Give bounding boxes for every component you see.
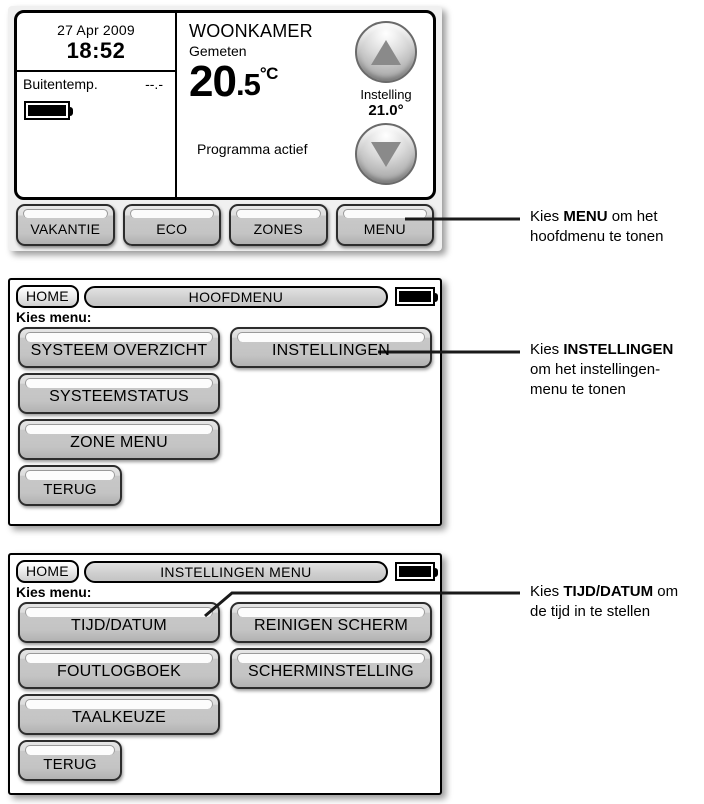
temp-unit: °C <box>259 64 278 83</box>
anno-pre: Kies <box>530 208 564 225</box>
anno-pre: Kies <box>530 341 564 358</box>
anno-bold: INSTELLINGEN <box>563 341 674 358</box>
settings-menu-title: INSTELLINGEN MENU <box>84 561 388 583</box>
anno-post: om <box>653 583 679 600</box>
menu-item-label: ZONE MENU <box>70 434 168 451</box>
anno-post: om het <box>607 208 658 225</box>
home-button-main[interactable]: HOME <box>16 285 79 308</box>
settings-menu-prompt: Kies menu: <box>16 584 92 600</box>
anno-bold: TIJD/DATUM <box>563 583 654 600</box>
annotation-instellingen-line2: om het instellingen- <box>530 361 661 378</box>
menu-item-label: INSTELLINGEN <box>272 342 390 359</box>
annotation-instellingen-line1 <box>530 340 704 360</box>
current-date: 27 Apr 2009 <box>57 22 135 38</box>
home-button-settings[interactable]: HOME <box>16 560 79 583</box>
main-menu-title: HOOFDMENU <box>84 286 388 308</box>
eco-key-label: ECO <box>156 221 188 237</box>
anno-bold: MENU <box>563 208 608 225</box>
main-menu-prompt: Kies menu: <box>16 309 92 325</box>
terug-button-label: TERUG <box>43 755 97 773</box>
annotation-menu-line2: hoofdmenu te tonen <box>530 228 664 245</box>
menu-item-label: TIJD/DATUM <box>71 617 167 634</box>
temp-integer: 20 <box>189 57 236 106</box>
menu-key-label: MENU <box>363 221 406 237</box>
annotation-tijd-datum <box>530 582 704 622</box>
terug-button-label: TERUG <box>43 480 97 498</box>
menu-item-label: TAALKEUZE <box>72 709 166 726</box>
annotation-menu <box>530 207 704 247</box>
menu-item-label: SCHERMINSTELLING <box>248 663 414 680</box>
setpoint-label: Instelling <box>360 87 412 102</box>
zone-name: WOONKAMER <box>189 21 313 41</box>
leader-line-tijd-datum <box>205 593 520 616</box>
menu-item-label: FOUTLOGBOEK <box>57 663 181 680</box>
program-status: Programma actief <box>197 141 308 157</box>
current-time: 18:52 <box>66 38 126 63</box>
annotation-tijd-datum-line1 <box>530 582 704 602</box>
menu-item-label: SYSTEEM OVERZICHT <box>30 342 208 359</box>
annotation-instellingen <box>530 340 704 400</box>
menu-item-label: SYSTEEMSTATUS <box>49 388 189 405</box>
measured-label: Gemeten <box>189 43 247 59</box>
vakantie-key-label: VAKANTIE <box>30 221 101 237</box>
setpoint-value: 21.0° <box>368 102 404 119</box>
outdoor-temp-label: Buitentemp. <box>23 76 98 92</box>
annotation-instellingen-line3: menu te tonen <box>530 381 626 398</box>
temp-decimal: .5 <box>235 67 260 102</box>
anno-pre: Kies <box>530 583 564 600</box>
outdoor-temp-value: --.- <box>145 76 163 92</box>
annotation-tijd-datum-line2: de tijd in te stellen <box>530 603 651 620</box>
annotation-menu-line1 <box>530 207 704 227</box>
menu-item-label: REINIGEN SCHERM <box>253 617 409 634</box>
zones-key-label: ZONES <box>253 221 303 237</box>
